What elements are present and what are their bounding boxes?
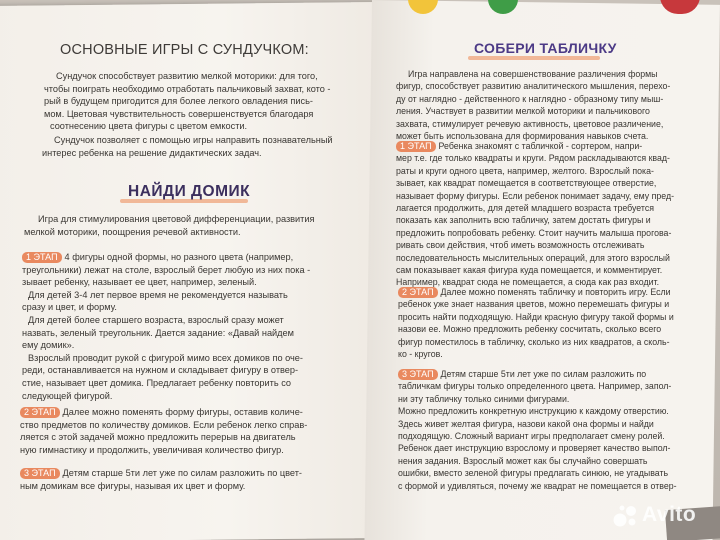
line: нения задания. Взрослый может как бы случайно совершать (398, 455, 648, 466)
line: ошибки, вместо зеленой фигуры предлагать синюю, не угадывать (398, 468, 669, 479)
line: ривать свои действия, чтоб иметь возможность отслеживать (396, 240, 645, 251)
line: Для детей 3-4 лет первое время не рекомендуется называть (28, 289, 288, 300)
line: чтобы поиграть необходимо отработать пальчиковый захват, кото - (44, 83, 331, 94)
subheading-find-house: НАЙДИ ДОМИК (128, 183, 251, 200)
line: предложить попробовать ребенку. Стоит научить малыша прогова- (396, 227, 672, 238)
line: фигур, способствует развитию аналитического мышления, перехо- (396, 81, 671, 92)
line: ство предметов по количеству домиков. Если ребенок легко справ- (20, 419, 308, 430)
line: Игра для стимулирования цветовой дифференциации, развития (38, 214, 315, 224)
line: ную гимнастику и продолжить, увеличивая количество фигур. (20, 444, 284, 455)
line: последовательность мыслительных операций, для этого взрослый (396, 252, 670, 263)
line: ко - кругов. (398, 349, 443, 360)
line: назвать, зеленый треугольник. Дается задание: «Давай найдем (22, 327, 294, 338)
right-intro (396, 68, 700, 142)
line: табличкам фигуры только определенного цвета. Например, запол- (398, 381, 672, 392)
line (396, 140, 702, 152)
line: назови ее. Можно предложить ребенку сосчитать, сколько всего (398, 324, 662, 335)
left-stage-1 (22, 251, 358, 402)
line: мер т.е. где только квадраты и круги. Рядом раскладываются квад- (396, 153, 670, 164)
line: ления. Участвует в развитии мелкой моторики и пальчикового (396, 106, 650, 117)
left-intro (44, 70, 344, 133)
line: раты и круги одного цвета, например, желтого. Взрослый пока- (396, 165, 654, 176)
line: зывает, как квадрат помещается в соответствующее отверстие, (396, 178, 657, 189)
avito-logo-icon (612, 503, 640, 529)
right-stage-2 (398, 286, 704, 360)
left-purpose (24, 213, 354, 238)
line: называет форму фигуры. Если ребенок понимает задачу, ему пред- (396, 190, 675, 201)
line: интерес ребенка на решение дидактических задач. (42, 147, 262, 158)
right-stage-3 (398, 368, 704, 492)
line-text: Детям старше 5ти лет уже по силам разложить по цвет- (62, 468, 302, 478)
right-heading: СОБЕРИ ТАБЛИЧКУ (474, 40, 617, 56)
left-heading: ОСНОВНЫЕ ИГРЫ С СУНДУЧКОМ: (60, 42, 309, 58)
line: зывает ребенку, называет ее цвет, например, зеленый. (22, 277, 257, 288)
line: реди, останавливается на нужном и складывает фигуру в отвер- (22, 365, 299, 376)
line: ему домик». (22, 340, 75, 351)
line: сразу и цвет, и форму. (22, 302, 117, 313)
right-stage-1 (396, 140, 702, 289)
line: рый в будущем пригодится для более легкого овладения пись- (44, 96, 313, 107)
line (20, 406, 360, 419)
line (20, 467, 360, 480)
line-text: Далее можно поменять форму фигуры, оставив количе- (62, 407, 303, 417)
stage-1-badge: 1 ЭТАП (396, 141, 436, 152)
line (398, 286, 704, 298)
avito-watermark: Avito (642, 503, 697, 526)
stage-2-badge: 2 ЭТАП (398, 287, 438, 298)
line: соотнесению цвета фигуры с цветом емкости. (50, 121, 248, 132)
line: Ребенок дает инструкцию взрослому и проверяет качество выпол- (398, 443, 671, 454)
line-text: Далее можно поменять табличку и повторить игру. Если (440, 287, 671, 297)
line: мом. Цветовая чувствительность совершенствуется благодаря (44, 108, 314, 119)
line: ребенок уже знает названия цветов, можно перемешать фигуры и (398, 299, 670, 310)
line (398, 368, 704, 380)
left-stage-3 (20, 467, 360, 492)
line: треугольники) лежат на столе, взрослый берет любую из них пока - (22, 264, 311, 275)
line: фигур поместилось в табличку, сколько из них квадратов, а сколь- (398, 336, 670, 347)
line: следующей фигурой. (22, 390, 113, 401)
line: ни эту табличку только синими фигурами. (398, 393, 570, 404)
line: ляется с этой задачей можно предложить перерыв на двигатель (20, 432, 296, 443)
line: Сундучок способствует развитию мелкой моторики: для того, (56, 71, 318, 81)
left-intro-2 (42, 134, 342, 159)
line: мелкой моторики, поощрения речевой активности. (24, 226, 241, 237)
stage-3-badge: 3 ЭТАП (398, 369, 438, 380)
line: стие, называет цвет домика. Предлагает ребенку повторить со (22, 377, 292, 388)
line: ду от наглядно - действенного к наглядно - образному типу мыш- (396, 93, 664, 104)
right-heading-underline (468, 56, 600, 60)
line: показать как заполнить всю табличку, затем достать фигуры и (396, 215, 651, 226)
line: с формой и удивляться, почему же квадрат не помещается в отвер- (398, 480, 677, 491)
line: Например, квадрат сюда не помещается, а сюда как раз входит. (396, 277, 660, 288)
line: Игра направлена на совершенствование различения формы (408, 69, 658, 79)
stage-2-badge: 2 ЭТАП (20, 407, 60, 418)
left-stage-2 (20, 406, 360, 456)
stage-3-badge: 3 ЭТАП (20, 468, 60, 479)
stage-1-badge: 1 ЭТАП (22, 252, 62, 263)
line: Сундучок позволяет с помощью игры направить познавательный (54, 135, 333, 145)
line: Для детей более старшего возраста, взрослый сразу может (28, 314, 284, 325)
line: Здесь живет желтая фигура, назови какой она формы и найди (398, 418, 654, 429)
line: может быть использована для формирования навыков счета. (396, 131, 649, 142)
line: просить найти подходящую. Найди красную фигуру такой формы и (398, 311, 674, 322)
line: ным домикам все фигуры, называя их цвет и форму. (20, 480, 246, 491)
line: подходящую. Сложный вариант игры предполагает смену ролей. (398, 431, 665, 442)
line: лагается продолжить, для детей младшего возраста требуется (396, 203, 654, 214)
line-text: Ребенка знакомят с табличкой - сортером, напри- (438, 141, 643, 151)
line (22, 251, 358, 264)
line: Взрослый проводит рукой с фигурой мимо всех домиков по оче- (28, 352, 303, 363)
line-text: 4 фигуры одной формы, но разного цвета (например, (64, 252, 294, 262)
line-text: Детям старше 5ти лет уже по силам разложить по (440, 369, 647, 379)
line: Можно предложить конкретную инструкцию к каждому отверстию. (398, 406, 669, 417)
line: захвата, стимулирует речевую активность, цветовое различение, (396, 118, 664, 129)
line: сам показывает какая фигура куда помещается, и комментирует. (396, 265, 663, 276)
